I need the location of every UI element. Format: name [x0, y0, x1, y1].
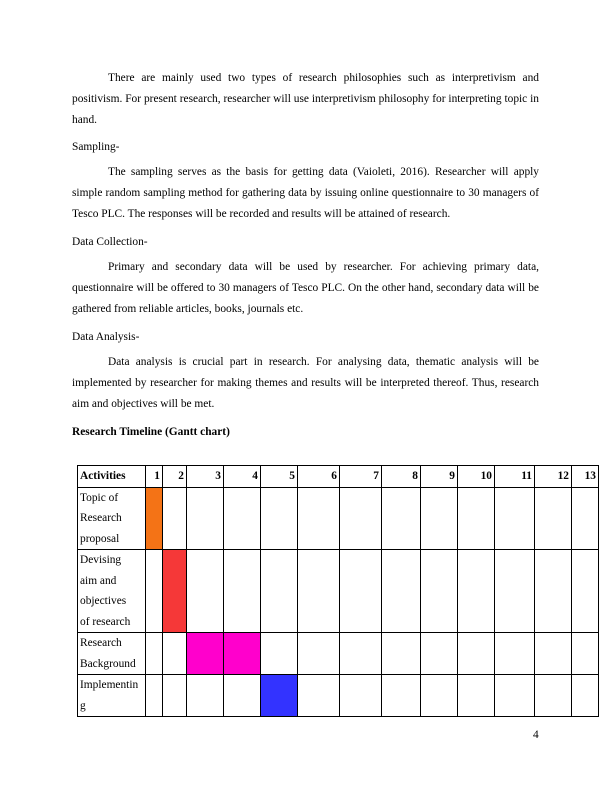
week-header: 11: [495, 466, 535, 488]
gantt-empty-cell: [382, 487, 421, 550]
week-header: 2: [163, 466, 187, 488]
activity-label-line: Devising: [80, 554, 122, 566]
gantt-empty-cell: [340, 633, 382, 675]
activity-label-line: aim and: [80, 574, 117, 587]
gantt-empty-cell: [421, 550, 458, 633]
gantt-empty-cell: [298, 487, 340, 550]
gantt-empty-cell: [187, 675, 224, 717]
week-header: 6: [298, 466, 340, 488]
gantt-empty-cell: [458, 487, 495, 550]
activity-label-line: objectives: [80, 595, 127, 607]
gantt-empty-cell: [261, 550, 298, 633]
gantt-empty-cell: [146, 550, 163, 633]
gantt-empty-cell: [163, 487, 187, 550]
activity-label-line: g: [80, 699, 86, 712]
gantt-empty-cell: [224, 487, 261, 550]
gantt-empty-cell: [535, 675, 572, 717]
activity-label: [78, 550, 146, 633]
gantt-empty-cell: [572, 633, 599, 675]
activity-label: [78, 675, 146, 717]
gantt-empty-cell: [421, 675, 458, 717]
gantt-empty-cell: [495, 487, 535, 550]
gantt-empty-cell: [261, 633, 298, 675]
sampling-heading: Sampling-: [72, 141, 120, 153]
gantt-empty-cell: [458, 550, 495, 633]
gantt-empty-cell: [261, 487, 298, 550]
gantt-bar-cell: [187, 633, 224, 675]
activity-label: [78, 633, 146, 675]
week-header: 1: [146, 466, 163, 488]
week-header: 12: [535, 466, 572, 488]
gantt-empty-cell: [535, 633, 572, 675]
gantt-empty-cell: [163, 675, 187, 717]
activity-label-line: Implementin: [80, 679, 139, 691]
page-number: 4: [533, 729, 539, 741]
gantt-empty-cell: [572, 487, 599, 550]
activity-label: [78, 487, 146, 550]
gantt-header-row: [78, 466, 599, 488]
gantt-empty-cell: [495, 675, 535, 717]
gantt-empty-cell: [421, 633, 458, 675]
gantt-empty-cell: [458, 675, 495, 717]
data-analysis-heading: Data Analysis-: [72, 331, 140, 343]
activity-label-line: Research: [80, 637, 122, 649]
gantt-empty-cell: [382, 550, 421, 633]
sampling-paragraph: The sampling serves as the basis for getting data (Vaioleti, 2016). Researcher will apply simple random sampling method for gathering data by issuing online questionnaire to 30 managers of Tesco PLC. The responses will be recorded and results will be attained of research.: [72, 166, 539, 220]
gantt-bar-cell: [163, 550, 187, 633]
gantt-empty-cell: [340, 487, 382, 550]
activity-label-line: of research: [80, 615, 131, 628]
timeline-heading: Research Timeline (Gantt chart): [72, 426, 230, 438]
week-header: 5: [261, 466, 298, 488]
gantt-empty-cell: [535, 487, 572, 550]
week-header: 7: [340, 466, 382, 488]
gantt-empty-cell: [340, 675, 382, 717]
gantt-empty-cell: [298, 550, 340, 633]
data-collection-heading: Data Collection-: [72, 236, 148, 248]
philosophy-paragraph: There are mainly used two types of research philosophies such as interpretivism and positivism. For present research, researcher will use interpretivism philosophy for interpreting topic in hand.: [72, 72, 539, 126]
activity-label-line: proposal: [80, 532, 120, 545]
data-collection-paragraph: Primary and secondary data will be used by researcher. For achieving primary data, questionnaire will be offered to 30 managers of Tesco PLC. On the other hand, secondary data will be gathered from reliable articles, books, journals etc.: [72, 261, 539, 315]
week-header: 8: [382, 466, 421, 488]
gantt-empty-cell: [535, 550, 572, 633]
week-header: 9: [421, 466, 458, 488]
gantt-empty-cell: [495, 550, 535, 633]
week-header: 10: [458, 466, 495, 488]
activities-header: Activities: [78, 466, 146, 488]
gantt-row: [78, 487, 599, 550]
gantt-empty-cell: [340, 550, 382, 633]
gantt-body: [78, 487, 599, 717]
gantt-empty-cell: [298, 675, 340, 717]
gantt-empty-cell: [572, 675, 599, 717]
gantt-empty-cell: [382, 675, 421, 717]
gantt-bar-cell: [261, 675, 298, 717]
week-header: 3: [187, 466, 224, 488]
week-header: 4: [224, 466, 261, 488]
week-header: 13: [572, 466, 599, 488]
gantt-empty-cell: [146, 633, 163, 675]
activity-label-line: Research: [80, 512, 122, 524]
gantt-chart-table: [77, 465, 599, 717]
gantt-row: [78, 675, 599, 717]
gantt-empty-cell: [163, 633, 187, 675]
gantt-empty-cell: [187, 550, 224, 633]
gantt-empty-cell: [187, 487, 224, 550]
gantt-empty-cell: [382, 633, 421, 675]
gantt-empty-cell: [298, 633, 340, 675]
activity-label-line: Topic of: [80, 491, 119, 504]
gantt-empty-cell: [421, 487, 458, 550]
gantt-empty-cell: [224, 550, 261, 633]
gantt-empty-cell: [224, 675, 261, 717]
gantt-bar-cell: [146, 487, 163, 550]
gantt-row: [78, 633, 599, 675]
gantt-empty-cell: [458, 633, 495, 675]
data-analysis-paragraph: Data analysis is crucial part in research. For analysing data, thematic analysis will be implemented by researcher for making themes and results will be interpreted thereof. Thus, research aim and objectives will be met.: [72, 356, 539, 410]
activity-label-line: Background: [80, 657, 136, 670]
gantt-bar-cell: [224, 633, 261, 675]
gantt-empty-cell: [495, 633, 535, 675]
gantt-empty-cell: [572, 550, 599, 633]
gantt-row: [78, 550, 599, 633]
gantt-empty-cell: [146, 675, 163, 717]
